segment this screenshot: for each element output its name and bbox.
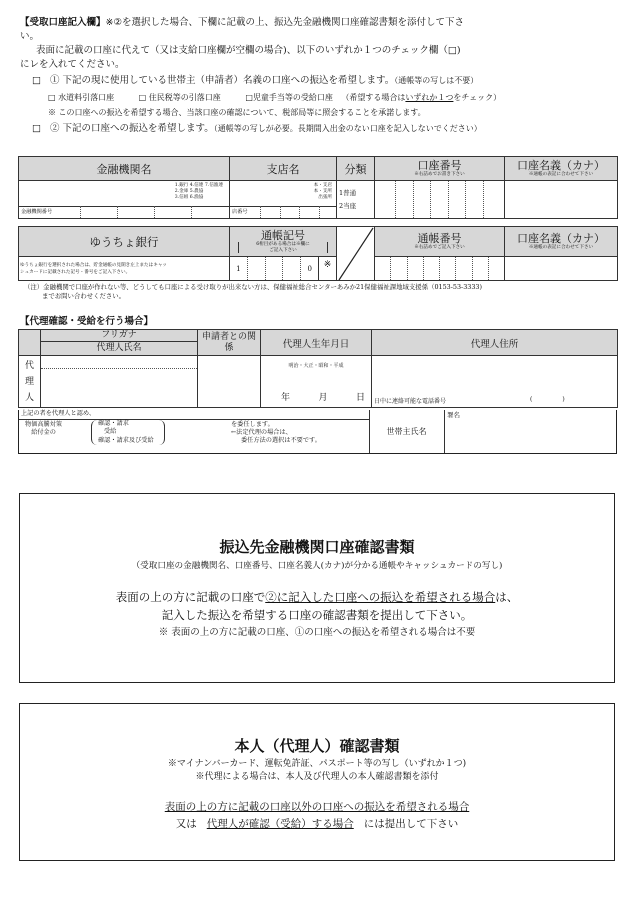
subitem-note-suffix: をチェック） <box>453 93 502 102</box>
identity-doc-line1: 表面の上の方に記載の口座以外の口座への振込を希望される場合 <box>164 801 470 813</box>
intro-text-2: 表面に記載の口座に代えて（又は支給口座欄が空欄の場合)、以下のいずれか１つのチェック欄（□) <box>36 45 461 56</box>
bank-doc-line3: ※ 表面の上の方に記載の口座、①の口座への振込を希望される場合は不要 <box>158 627 476 638</box>
proxy-side-label: 代 理 人 <box>19 356 41 408</box>
proxy-name-header: 代理人氏名 <box>41 342 198 356</box>
bank-name-header: 金融機関名 <box>19 157 230 181</box>
branch-cell[interactable] <box>230 181 337 219</box>
intro-text-1: ※②を選択した場合、下欄に記載の上、振込先金融機関口座確認書類を添付して下さ <box>105 17 464 28</box>
option2-checkbox[interactable]: □ <box>32 123 41 134</box>
identity-doc-line2: 又は 代理人が確認（受給）する場合 には提出して下さい <box>175 818 459 830</box>
address-header: 代理人住所 <box>372 330 618 356</box>
header-line1 <box>20 16 464 29</box>
passbook-number-input[interactable] <box>375 257 505 281</box>
passbook-symbol-input[interactable]: 1 0 ※ <box>230 257 337 281</box>
option2-note: （通帳等の写しが必要。長期間入出金のない口座を記入しないでください） <box>213 124 482 133</box>
account-holder-cell[interactable] <box>505 181 618 219</box>
receiving-account-title: 【受取口座記入欄】 <box>20 17 106 28</box>
phone-row[interactable]: 日中に連絡可能な電話番号 ( ) <box>374 396 565 405</box>
identity-doc-subtitle1: ※マイナンバーカード、運転免許証、パスポート等の写し（いずれか１つ) <box>167 759 467 769</box>
signature-label: 署名 <box>447 411 460 419</box>
option2-label: ② 下記の口座への振込を希望します。 <box>50 123 214 134</box>
birthdate-header: 代理人生年月日 <box>261 330 372 356</box>
option1-checkbox[interactable]: □ <box>32 75 41 86</box>
branch-code-boxes[interactable] <box>260 206 320 218</box>
delegation-row <box>18 410 617 454</box>
option1-note: （通帳等の写しは不要） <box>394 76 479 85</box>
account-number-cell[interactable] <box>375 181 505 219</box>
option2-row <box>32 122 482 135</box>
appoint-text: 上記の者を代理人と認め、 <box>21 410 96 417</box>
branch-header: 支店名 <box>230 157 337 181</box>
yucho-name-header: ゆうちょ銀行 <box>19 227 230 257</box>
proxy-section-title: 【代理確認・受給を行う場合】 <box>20 316 154 327</box>
bank-doc-line1: 表面の上の方に記載の口座で②に記入した口座への振込を希望される場合は、 <box>115 590 519 604</box>
furigana-header: フリガナ <box>41 330 198 342</box>
passbook-number-header: 通帳番号 ※右詰めでご記入下さい <box>375 227 505 257</box>
identity-doc-box <box>19 703 615 861</box>
signature-field[interactable] <box>444 410 616 453</box>
household-head-label: 世帯主氏名 <box>386 427 427 436</box>
branch-type-options: 本・支店 本・支所 出張所 <box>313 183 332 200</box>
bank-code-label: 金融機関番号 <box>21 209 53 215</box>
option1-row <box>32 74 478 87</box>
passbook-symbol-header: 通帳記号 6桁目がある場合は※欄に ご記入下さい <box>230 227 337 257</box>
bank-doc-title: 振込先金融機関口座確認書類 <box>219 538 415 556</box>
birthdate-input[interactable] <box>261 356 372 408</box>
identity-doc-title: 本人（代理人）確認書類 <box>234 737 400 755</box>
bank-name-cell[interactable] <box>19 181 230 219</box>
yucho-holder-header: 口座名義（カナ） ※通帳の表記に合わせて下さい <box>505 227 618 257</box>
notice: （注）金融機関で口座が作れない等、どうしても口座による受け取りが出来ない方は、保健福祉総合センターあみか21保健福祉課地域支援係（0153-53-3333) までお問い合わせください。 <box>24 283 482 300</box>
intro-text-1-cont: い。 <box>20 31 40 42</box>
subitem-resident-tax[interactable]: □ 住民税等の引落口座 <box>138 93 221 102</box>
subitem-note-prefix: （希望する場合は <box>341 93 406 102</box>
intro-text-3: にレを入れてください。 <box>20 59 125 70</box>
yucho-table <box>18 226 618 281</box>
option1-asterisk-note: ※ この口座への振込を希望する場合、当該口座の確認について、税部局等に照会することを承諾します。 <box>48 108 426 117</box>
option1-subitems <box>48 92 618 103</box>
address-input[interactable] <box>372 356 618 408</box>
passbook-symbol-note: 6桁目がある場合は※欄に ご記入下さい <box>238 242 328 254</box>
bank-doc-line2: 記入した振込を希望する口座の確認書類を提出して下さい。 <box>161 608 473 622</box>
relation-header: 申請者との関係 <box>198 330 261 356</box>
delegation-text: を委任します。 ←法定代理の場合は、 委任方法の選択は不要です。 <box>231 421 321 444</box>
branch-code-label: 店番号 <box>232 209 248 215</box>
bank-doc-subtitle: （受取口座の金融機関名、口座番号、口座名義人(カナ)が分かる通帳やキャッシュカードの写し) <box>131 561 503 571</box>
subitem-note-underlined: いずれか１つ <box>405 93 454 102</box>
diagonal-slash <box>337 227 375 281</box>
account-type-cell[interactable]: 1普通 2当座 <box>337 181 375 219</box>
holder-header: 口座名義（カナ） ※通帳の表記に合わせて下さい <box>505 157 618 181</box>
bank-doc-box <box>19 493 615 683</box>
subitem-water[interactable]: □ 水道料引落口座 <box>48 93 115 102</box>
bank-code-boxes[interactable] <box>80 206 228 218</box>
proxy-name-input[interactable] <box>41 356 198 408</box>
diagonal-cell <box>337 227 375 281</box>
date-units: 年 月 日 <box>281 393 365 403</box>
yucho-holder-input[interactable] <box>505 257 618 281</box>
target-label: 物価高騰対策 給付金の <box>25 421 63 436</box>
bank-account-table <box>18 156 618 219</box>
identity-doc-subtitle2: ※代理による場合は、本人及び代理人の本人確認書類を添付 <box>195 772 439 782</box>
yucho-note-cell: ゆうちょ銀行を選択された場合は、貯金通帳の見開き左上またはキャッ シュカードに記載された記号・番号をご記入下さい。 <box>19 257 230 281</box>
category-header: 分類 <box>337 157 375 181</box>
delegation-choices[interactable]: 確認・請求 受給 確認・請求及び受給 <box>91 420 165 445</box>
bank-type-options: 1.銀行 4.信連 7.信漁連 2.金庫 5.農協 3.信組 6.漁協 <box>174 183 223 200</box>
account-no-header: 口座番号 ※右詰めでお書き下さい <box>375 157 505 181</box>
subitem-child-allowance[interactable]: □児童手当等の受給口座 <box>245 93 333 102</box>
proxy-table <box>18 329 618 408</box>
era-options: 明治・大正・昭和・平成 <box>288 363 344 369</box>
relation-input[interactable] <box>198 356 261 408</box>
option1-label: ① 下記の現に使用している世帯主（申請者）名義の口座への振込を希望します。 <box>50 75 395 86</box>
